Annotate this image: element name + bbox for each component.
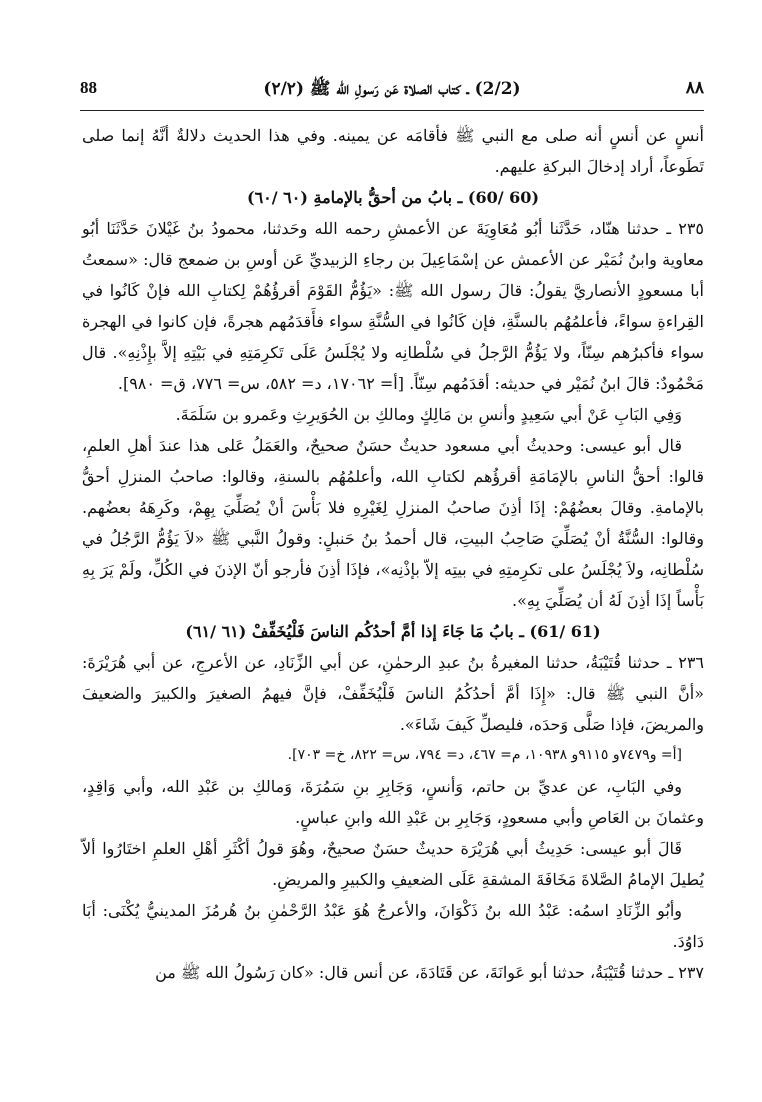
hadith-237: ٢٣٧ ـ حدثنا قُتَيْبَةُ، حدثنا أبو عَوانَةَ، عن قَتَادَةَ، عن أنس قال: «كان رَسُولُ الله ﷺ من xyxy=(155,963,704,982)
hadith-236: ٢٣٦ ـ حدثنا قُتَيْبَةُ، حدثنا المغيرةُ بنُ عبدِ الرحمٰنِ، عن أبي الزِّنَادِ، عن الأعرجِ، عن أبي هُرَيْرَةَ: «أنَّ النبي ﷺ قال: «إِذَا أمَّ أحدُكُمُ الناسَ فَلْيُخَفِّفْ، فإنَّ فيهمُ الصغيرَ والكبيرَ والضعيفَ والمريضَ، فإذا صَلَّى وَحدَه، فليصلِّ كَيفَ شَاءَ». xyxy=(82,653,705,734)
page-body xyxy=(82,120,704,988)
paragraph: وَفِي البَابِ عَنْ أبي سَعِيدٍ وأنسِ بن مَالِكٍ ومالكِ بن الحُوَيرِثِ وعَمرو بن سَلَمَةَ. xyxy=(175,405,682,424)
page-header xyxy=(80,78,704,108)
chapter-heading: (61 /61) ـ بابُ مَا جَاءَ إذا أمَّ أحدُكُم الناسَ فَلْيُخَفِّفْ (٦١ /٦١) xyxy=(185,622,601,641)
paragraph: قال أبو عيسى: وحديثُ أبي مسعود حديثٌ حسَنٌ صحيحٌ، والعَمَلُ عَلى هذا عندَ أهلِ العلمِ، قالوا: أحقُّ الناسِ بالإمَامَةِ أقرؤُهم لكتابِ الله، وأعلمُهُم بالسنةِ، وقالوا: صاحبُ المنزلِ أحقُّ بالإمامةِ. وقالَ بعضُهُمْ: إذَا أذِنَ صاحبُ المنزلِ لِغَيْرِهِ فلا بَأْسَ أنْ يُصَلِّيَ بِهِمْ، وكَرِهَهُ بعضُهم. وقالوا: السُّنَّةُ أنْ يُصَلِّيَ صَاحِبُ البيتِ، قال أحمدُ بنُ حَنبلٍ: وقولُ النَّبي ﷺ «لاَ يَؤُمُّ الرَّجُلُ في سُلْطانِه، ولاَ يُجْلَسُ على تكرِمتِهِ في بيتِه إلاّ بإذْنِه»، فإذَا أذِنَ فأرجو أنّ الإذنَ في الكُلِّ، ولَمْ يَرَ بِهِ بَأْساً إذَا أذِنَ لَهُ أن يُصَلِّيَ بِهِ». xyxy=(82,436,705,610)
chapter-heading: (60 /60) ـ بابُ من أحقُّ بالإمامةِ (٦٠ /٦٠) xyxy=(246,188,540,207)
page-number-latin: 88 xyxy=(80,78,97,97)
page-number-arabic: ٨٨ xyxy=(685,78,704,98)
header-rule xyxy=(80,110,704,111)
paragraph: قَالَ أبو عيسى: حَدِيثُ أبي هُرَيْرَة حديثٌ حسَنٌ صحيحٌ، وهُوَ قولُ أكْثَرِ أهْلِ العلمِ اختَارُوا ألاّ يُطيلَ الإمامُ الصَّلاةَ مَخَافَةَ المشقةِ عَلَى الضعيفِ والكبيرِ والمريضِ. xyxy=(82,839,704,889)
paragraph: وفي البَابِ، عن عديِّ بن حاتم، وَأنسٍ، وَجَابِرِ بنِ سَمُرَةَ، وَمالكِ بن عَبْدِ الله، وأبي وَاقِدٍ، وعثمانَ بن العَاصِ وأبي مسعودٍ، وَجَابِرِ بن عَبْدِ الله وابنِ عباسٍ. xyxy=(82,777,704,827)
paragraph: أنسٍ عن أنسٍ أنه صلى مع النبي ﷺ فأقامَه عن يمينه. وفي هذا الحديث دلالةٌ أنَّهُ إنما صلى تَطَوعاً، أراد إدخالَ البركةِ عليهم. xyxy=(82,126,704,176)
hadith-235: ٢٣٥ ـ حدثنا هنّاد، حَدَّثَنا أبُو مُعَاوِيَةَ عن الأعمشِ رحمه الله وحَدثنا، محمودُ بنُ غَيْلانَ حَدَّثَنَا أبُو معاوية وابنُ نُمَيْر عن الأعمش عن إسْمَاعِيلَ بن رجاءِ الزبيديِّ عَن أوسِ بن ضمعج قال: «سمعتُ أبا مسعودٍ الأنصاريَّ يقولُ: قالَ رسول الله ﷺ: «يَؤُمُّ القَوْمَ أقرؤُهُمْ لِكتابِ الله فإنْ كَانُوا في القِراءةِ سواءً، فأعلمُهُم بالسنَّةِ، فإن كَانُوا في السُّنَّةِ سواء فأَقدَمُهم هجرةً، فإن كانوا في الهجرة سواء فأكبرُهم سِنّاً، ولا يَؤُمُّ الرَّجلُ في سُلْطانِه ولا يُجْلَسُ عَلَى تَكرِمَتِهِ في بَيْتِهِ إلاَّ بإِذْنِهِ». قال مَحْمُودٌ: قالَ ابنُ نُمَيْر في حديثه: أقدَمُهم سِنّاً. [أ= ١٧٠٦٢، د= ٥٨٢، س= ٧٧٦، ق= ٩٨٠]. xyxy=(82,219,705,393)
running-title: (2/2) ـ كتاب الصلاة عَن رَسولِ الله ﷺ (٢/٢) xyxy=(263,79,521,99)
reference-line: [أ= و٧٤٧٩و ٩١١٥و ١٠٩٣٨، م= ٤٦٧، د= ٧٩٤، س= ٨٢٢، خ= ٧٠٣]. xyxy=(287,747,682,763)
paragraph: وأبُو الزِّنَادِ اسمُه: عَبْدُ الله بنُ ذَكْوَانَ، والأعرجُ هُوَ عَبْدُ الرَّحْمٰنِ بنُ هُرمُزَ المدينيُّ يُكْنَى: أبَا دَاوُدَ. xyxy=(82,901,704,951)
